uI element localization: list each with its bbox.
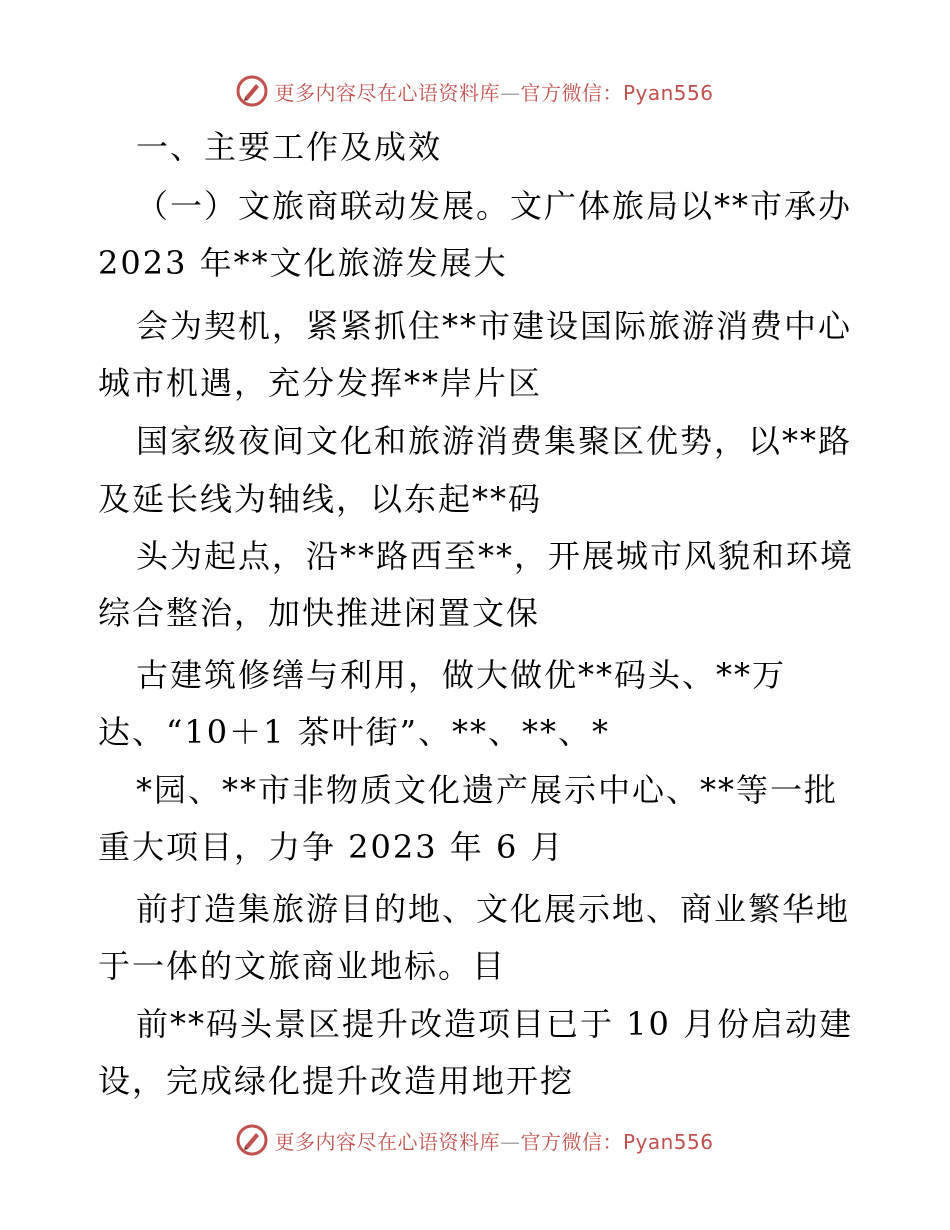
watermark-main: 更多内容尽在心语资料库 bbox=[274, 1129, 500, 1154]
pen-logo-icon bbox=[236, 1124, 268, 1156]
paragraph-line: 城市机遇，充分发挥**岸片区 bbox=[98, 364, 543, 402]
paragraph-line: 会为契机，紧紧抓住**市建设国际旅游消费中心 bbox=[136, 307, 853, 345]
paragraph-line: 古建筑修缮与利用，做大做优**码头、**万 bbox=[136, 656, 787, 694]
watermark-dash: — bbox=[499, 1129, 521, 1154]
watermark-main: 更多内容尽在心语资料库 bbox=[274, 80, 500, 105]
paragraph-line: 及延长线为轴线，以东起**码 bbox=[98, 480, 543, 518]
paragraph-line: （一）文旅商联动发展。文广体旅局以**市承办 bbox=[136, 187, 853, 225]
footer-watermark bbox=[0, 1120, 950, 1160]
watermark-dash: — bbox=[499, 80, 521, 105]
paragraph-line: 设，完成绿化提升改造用地开挖 bbox=[98, 1062, 575, 1100]
watermark-text bbox=[274, 1126, 713, 1155]
paragraph-line: 国家级夜间文化和旅游消费集聚区优势，以**路 bbox=[136, 422, 853, 460]
paragraph-line: 达、“10＋1 茶叶街”、**、**、* bbox=[98, 713, 610, 751]
watermark-wechat: 官方微信：Pyan556 bbox=[520, 80, 714, 105]
paragraph-line: 前打造集旅游目的地、文化展示地、商业繁华地 bbox=[136, 890, 851, 928]
paragraph-line: 重大项目，力争 2023 年 6 月 bbox=[98, 828, 565, 866]
paragraph-line: 2023 年**文化旅游发展大 bbox=[98, 244, 508, 282]
section-heading: 一、主要工作及成效 bbox=[136, 128, 443, 166]
paragraph-line: 综合整治，加快推进闲置文保 bbox=[98, 594, 541, 632]
paragraph-line: *园、**市非物质文化遗产展示中心、**等一批 bbox=[136, 771, 839, 809]
paragraph-line: 于一体的文旅商业地标。目 bbox=[98, 947, 507, 985]
watermark-wechat: 官方微信：Pyan556 bbox=[520, 1129, 714, 1154]
paragraph-line: 头为起点，沿**路西至**，开展城市风貌和环境 bbox=[136, 537, 855, 575]
paragraph-line: 前**码头景区提升改造项目已于 10 月份启动建 bbox=[136, 1005, 854, 1043]
